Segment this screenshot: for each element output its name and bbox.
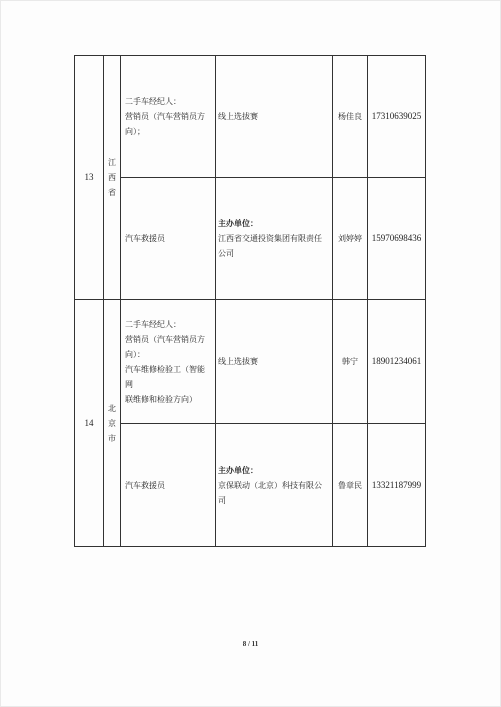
table-row: [75, 178, 426, 300]
contact-name: 鲁章民: [333, 424, 368, 547]
contact-name: 韩宁: [333, 300, 368, 424]
job-cell: 汽车救援员: [121, 178, 216, 300]
contact-phone: 18901234061: [368, 300, 426, 424]
contact-phone: 15970698436: [368, 178, 426, 300]
form-cell: 线上选拔赛: [216, 300, 333, 424]
table-row: [75, 424, 426, 547]
form-cell: 主办单位： 江西省交通投资集团有限责任 公司: [216, 178, 333, 300]
table-row: [75, 56, 426, 178]
contact-table: [74, 55, 426, 547]
contact-phone: 17310639025: [368, 56, 426, 178]
contact-name: 杨佳良: [333, 56, 368, 178]
form-cell: 主办单位： 京保联动（北京）科技有限公 司: [216, 424, 333, 547]
row-number: 14: [75, 300, 104, 547]
table-row: [75, 300, 426, 424]
contact-phone: 13321187999: [368, 424, 426, 547]
contact-name: 刘婷婷: [333, 178, 368, 300]
province-cell: 北京市: [104, 300, 121, 547]
job-cell: 汽车救援员: [121, 424, 216, 547]
job-cell: 二手车经纪人： 营销员（汽车营销员方 向）： 汽车维修检验工（智能网 联维修和检验方向）: [121, 300, 216, 424]
page-number: 8 / 11: [242, 640, 259, 648]
province-cell: 江西省: [104, 56, 121, 300]
job-cell: 二手车经纪人： 营销员（汽车营销员方 向）；: [121, 56, 216, 178]
form-cell: 线上选拔赛: [216, 56, 333, 178]
row-number: 13: [75, 56, 104, 300]
